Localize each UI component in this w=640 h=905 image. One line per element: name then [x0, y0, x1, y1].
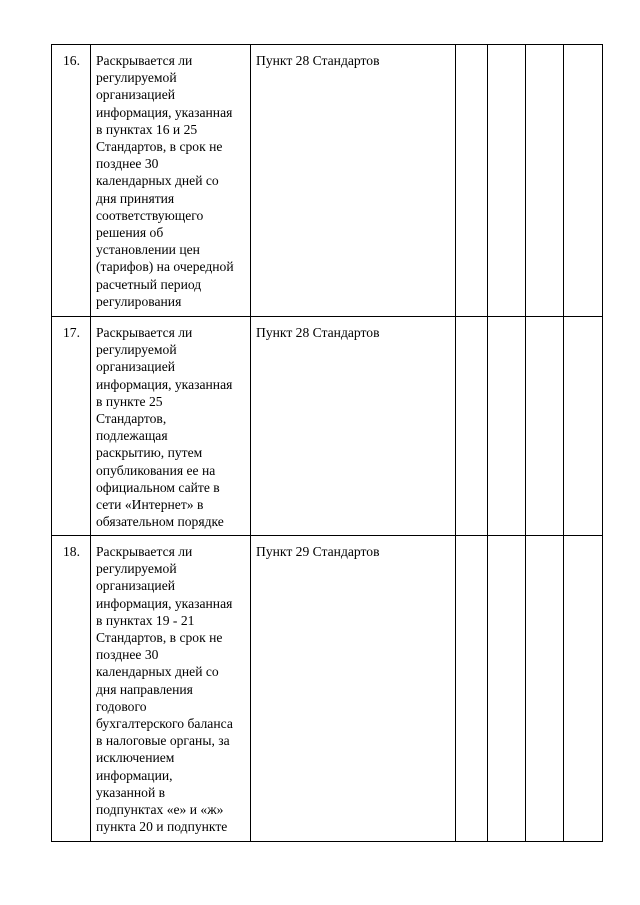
table-row [52, 45, 603, 317]
reference-text: Пункт 28 Стандартов [251, 45, 456, 317]
checklist-table [51, 44, 603, 842]
table-row [52, 317, 603, 536]
notes-cell[interactable] [564, 536, 603, 842]
row-number: 16. [52, 45, 91, 317]
answer-na-cell[interactable] [526, 536, 564, 842]
reference-text: Пункт 29 Стандартов [251, 536, 456, 842]
answer-no-cell[interactable] [488, 317, 526, 536]
reference-text: Пункт 28 Стандартов [251, 317, 456, 536]
answer-no-cell[interactable] [488, 45, 526, 317]
question-text: Раскрывается ли регулируемой организацией информация, указанная в пункте 25 Стандартов, подлежащая раскрытию, путем опубликования ее на официальном сайте в сети «Интернет» в обязательном порядке [91, 317, 251, 536]
answer-yes-cell[interactable] [456, 45, 488, 317]
answer-yes-cell[interactable] [456, 317, 488, 536]
question-text: Раскрывается ли регулируемой организацией информация, указанная в пунктах 16 и 25 Стандартов, в срок не позднее 30 календарных дней со дня принятия соответствующего решения об установлении цен (тарифов) на очередной расчетный период регулирования [91, 45, 251, 317]
table-row [52, 536, 603, 842]
row-number: 17. [52, 317, 91, 536]
notes-cell[interactable] [564, 45, 603, 317]
question-text: Раскрывается ли регулируемой организацией информация, указанная в пунктах 19 - 21 Стандартов, в срок не позднее 30 календарных дней со дня направления годового бухгалтерского баланса в налоговые органы, за исключением информации, указанной в подпунктах «е» и «ж» пункта 20 и подпункте [91, 536, 251, 842]
row-number: 18. [52, 536, 91, 842]
answer-yes-cell[interactable] [456, 536, 488, 842]
answer-na-cell[interactable] [526, 317, 564, 536]
notes-cell[interactable] [564, 317, 603, 536]
answer-no-cell[interactable] [488, 536, 526, 842]
answer-na-cell[interactable] [526, 45, 564, 317]
